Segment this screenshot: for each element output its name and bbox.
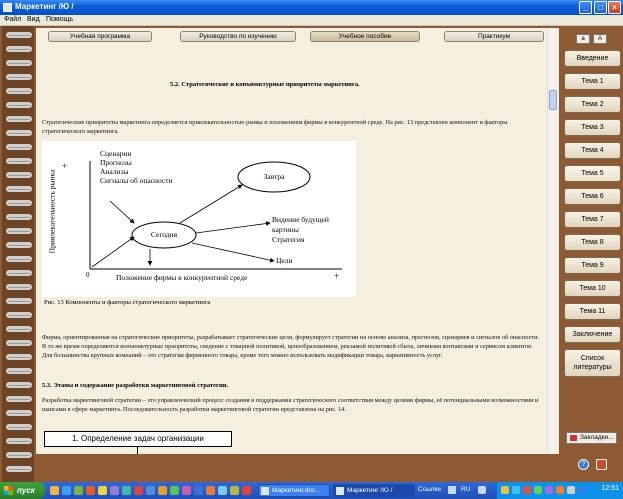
strategy-figure xyxy=(42,141,356,297)
scrollbar-thumb[interactable] xyxy=(549,90,557,110)
bookmarks-button[interactable] xyxy=(566,432,617,444)
quicklaunch-icon[interactable] xyxy=(98,486,107,495)
binding-ring xyxy=(6,228,32,234)
task-marketing-app[interactable] xyxy=(333,484,415,497)
today-label: Сегодня xyxy=(150,230,178,239)
binding-ring xyxy=(6,186,32,192)
content-page xyxy=(36,28,559,454)
y-axis-label: Привлекательность рынка xyxy=(47,169,57,254)
y-axis-label-box xyxy=(46,157,58,269)
tray-icon[interactable] xyxy=(556,486,564,494)
menu-file[interactable]: Файл xyxy=(4,16,22,23)
quicklaunch-icon[interactable] xyxy=(110,486,119,495)
quicklaunch-icon[interactable] xyxy=(170,486,179,495)
toolbar-icon[interactable] xyxy=(448,486,456,494)
binding-ring xyxy=(6,46,32,52)
tray-icon[interactable] xyxy=(545,486,553,494)
section-heading-5-3: 5.3. Этапы и содержание разработки маркетинговой стратегии. xyxy=(42,382,229,389)
binding-ring xyxy=(6,60,32,66)
factors-list xyxy=(100,149,173,185)
help-icon[interactable]: ? xyxy=(578,459,589,470)
factor-forecasts: Прогнозы xyxy=(100,158,132,167)
quicklaunch-icon[interactable] xyxy=(230,486,239,495)
clock: 12:51 xyxy=(601,485,619,492)
stage-box-1: 1. Определение задач организации xyxy=(44,431,232,447)
binding-ring xyxy=(6,298,32,304)
system-tray xyxy=(496,482,623,499)
binding-ring xyxy=(6,368,32,374)
binding-ring xyxy=(6,438,32,444)
task-word-document[interactable] xyxy=(258,484,330,497)
task-app-label: Маркетинг /Ю / xyxy=(347,487,393,494)
language-indicator[interactable]: RU xyxy=(461,486,471,493)
side-tab-topic-3[interactable]: Тема 3 xyxy=(564,119,621,136)
quicklaunch-icon[interactable] xyxy=(182,486,191,495)
side-tab-topic-6[interactable]: Тема 6 xyxy=(564,188,621,205)
figure-caption: Рис. 13 Компоненты и факторы стратегического маркетинга xyxy=(44,299,211,306)
binding-ring xyxy=(6,242,32,248)
maximize-button[interactable]: □ xyxy=(594,1,607,14)
start-label: пуск xyxy=(17,486,35,495)
side-tab-topic-9[interactable]: Тема 9 xyxy=(564,257,621,274)
close-button[interactable]: × xyxy=(608,1,621,14)
section-paragraph-5-2: Стратегические приоритеты маркетинга определяется привлекательностью рынка и положением фирмы в конкурентной среде. На рис. 13 представлен компонент и факторы стратегического маркетинга. xyxy=(42,119,508,135)
quicklaunch-icon[interactable] xyxy=(158,486,167,495)
window-title: Маркетинг /Ю / xyxy=(15,2,74,11)
binding-ring xyxy=(6,214,32,220)
binding-ring xyxy=(6,32,32,38)
binding-ring xyxy=(6,172,32,178)
side-tab-conclusion[interactable]: Заключение xyxy=(564,326,621,343)
tab-guide[interactable]: Руководство по изучению xyxy=(180,31,296,42)
side-tab-topic-8[interactable]: Тема 8 xyxy=(564,234,621,251)
quicklaunch-icon[interactable] xyxy=(218,486,227,495)
binding-ring xyxy=(6,158,32,164)
binding-ring xyxy=(6,88,32,94)
tray-icon[interactable] xyxy=(512,486,520,494)
side-tab-topic-7[interactable]: Тема 7 xyxy=(564,211,621,228)
factor-analyses: Анализы xyxy=(100,167,129,176)
vision-block xyxy=(272,215,329,245)
binding-ring xyxy=(6,130,32,136)
minimize-button[interactable]: _ xyxy=(579,1,592,14)
binding-ring xyxy=(6,200,32,206)
quicklaunch-icon[interactable] xyxy=(242,486,251,495)
arrow-today-vision xyxy=(196,223,270,233)
arrow-today-goals xyxy=(192,243,274,261)
binding-ring xyxy=(6,466,32,472)
menu-view[interactable]: Вид xyxy=(27,16,40,23)
tray-icon[interactable] xyxy=(523,486,531,494)
taskbar xyxy=(0,482,623,499)
vision-line-2: картины xyxy=(272,225,299,234)
binding-ring xyxy=(6,284,32,290)
binding-ring xyxy=(6,340,32,346)
side-nav xyxy=(560,26,623,482)
binding-ring xyxy=(6,424,32,430)
toolbar-icon[interactable] xyxy=(478,486,486,494)
quicklaunch-icon[interactable] xyxy=(146,486,155,495)
tab-practicum[interactable]: Практикум xyxy=(444,31,544,42)
binding-ring xyxy=(6,256,32,262)
side-tab-topic-2[interactable]: Тема 2 xyxy=(564,96,621,113)
task-word-label: Маркетинг.doc... xyxy=(272,487,321,494)
binding-ring xyxy=(6,144,32,150)
binding-ring xyxy=(6,410,32,416)
binding-ring xyxy=(6,102,32,108)
app-task-icon xyxy=(336,487,344,495)
windows-logo-icon xyxy=(4,486,13,495)
goals-label: Цели xyxy=(276,256,293,265)
x-axis-label: Положение фирмы в конкурентной среде xyxy=(116,273,248,282)
quicklaunch-icon[interactable] xyxy=(194,486,203,495)
bookmark-icon xyxy=(570,435,577,441)
side-tab-topic-1[interactable]: Тема 1 xyxy=(564,73,621,90)
section-heading-5-2: 5.2. Стратегические и конъюнктурные приоритеты маркетинга. xyxy=(170,81,360,88)
binding-ring xyxy=(6,312,32,318)
menu-bar xyxy=(0,15,623,26)
font-small-button[interactable]: а xyxy=(576,34,590,44)
side-tab-references[interactable]: Список литературы xyxy=(564,349,621,377)
font-large-button[interactable]: А xyxy=(593,34,607,44)
strategy-label: Стратегия xyxy=(272,235,305,244)
links-toolbar[interactable]: Ссылки xyxy=(418,486,441,493)
tomorrow-label: Завтра xyxy=(263,172,285,181)
binding-ring xyxy=(6,74,32,80)
arrow-today-tomorrow xyxy=(180,185,242,223)
binding-ring xyxy=(6,396,32,402)
bookmarks-label: Закладки... xyxy=(580,434,614,441)
origin-label: 0 xyxy=(86,271,90,279)
quicklaunch-icon[interactable] xyxy=(122,486,131,495)
exit-icon[interactable] xyxy=(596,459,607,470)
app-icon xyxy=(3,3,12,12)
start-button[interactable] xyxy=(0,482,45,499)
tray-icon[interactable] xyxy=(534,486,542,494)
binding-ring xyxy=(6,270,32,276)
strategy-paragraph: Фирма, ориентированная на стратегические приоритеты, разрабатывает стратегические цели, формулирует стратегии на основе анализа, прогнозов, сценариев и сигналов об опасности. В то же время определяются конъюнктурные приоритеты, сведение с товарной политикой, ценообразованием, рекламой политикой сбыта, личными контактами и сервисом клиентов. Для большинства крупных компаний – это стратегия фирменного товара, кроме того можно использовать модификации товара, вариативность услуг. xyxy=(42,334,540,359)
word-document-icon xyxy=(261,487,269,495)
quicklaunch-icon[interactable] xyxy=(134,486,143,495)
y-axis-plus: + xyxy=(62,161,68,171)
tray-icon[interactable] xyxy=(501,486,509,494)
x-axis-plus: + xyxy=(334,271,340,281)
vertical-scrollbar[interactable] xyxy=(547,28,558,454)
side-tab-topic-11[interactable]: Тема 11 xyxy=(564,303,621,320)
section-paragraph-5-3: Разработка маркетинговой стратегии – это управленческий процесс создания и поддержания стратегического соответствия между целями фирмы, её потенциальными возможностями и шансами в сфере маркетинга. Последовательность разработки маркетинговой стратегии представлена на рис. 14. xyxy=(42,397,539,413)
quicklaunch-icon[interactable] xyxy=(50,486,59,495)
tab-textbook[interactable]: Учебное пособие xyxy=(310,31,420,42)
quicklaunch-icon[interactable] xyxy=(206,486,215,495)
side-tab-topic-10[interactable]: Тема 10 xyxy=(564,280,621,297)
side-tab-intro[interactable]: Введение xyxy=(564,50,621,67)
vision-line-1: Видение будущей xyxy=(272,215,329,224)
tab-program[interactable]: Учебная программа xyxy=(48,31,152,42)
binding-ring xyxy=(6,452,32,458)
stage-connector xyxy=(137,447,138,454)
quicklaunch-icon[interactable] xyxy=(62,486,71,495)
binding-ring xyxy=(6,354,32,360)
factor-danger-signals: Сигналы об опасности xyxy=(100,176,173,185)
binding-ring xyxy=(6,116,32,122)
quicklaunch-icon[interactable] xyxy=(86,486,95,495)
menu-help[interactable]: Помощь xyxy=(46,16,74,23)
arrow-list-today xyxy=(110,201,134,223)
binding-ring xyxy=(6,326,32,332)
quicklaunch-icon[interactable] xyxy=(74,486,83,495)
arrow-origin-today xyxy=(92,237,134,267)
binding-ring xyxy=(6,382,32,388)
spiral-binding xyxy=(2,26,34,482)
factor-scenarios: Сценарии xyxy=(100,149,132,158)
tray-icon[interactable] xyxy=(567,486,575,494)
title-bar xyxy=(0,0,623,15)
side-tab-topic-4[interactable]: Тема 4 xyxy=(564,142,621,159)
tray-icon[interactable] xyxy=(578,486,586,494)
side-tab-topic-5[interactable]: Тема 5 xyxy=(564,165,621,182)
